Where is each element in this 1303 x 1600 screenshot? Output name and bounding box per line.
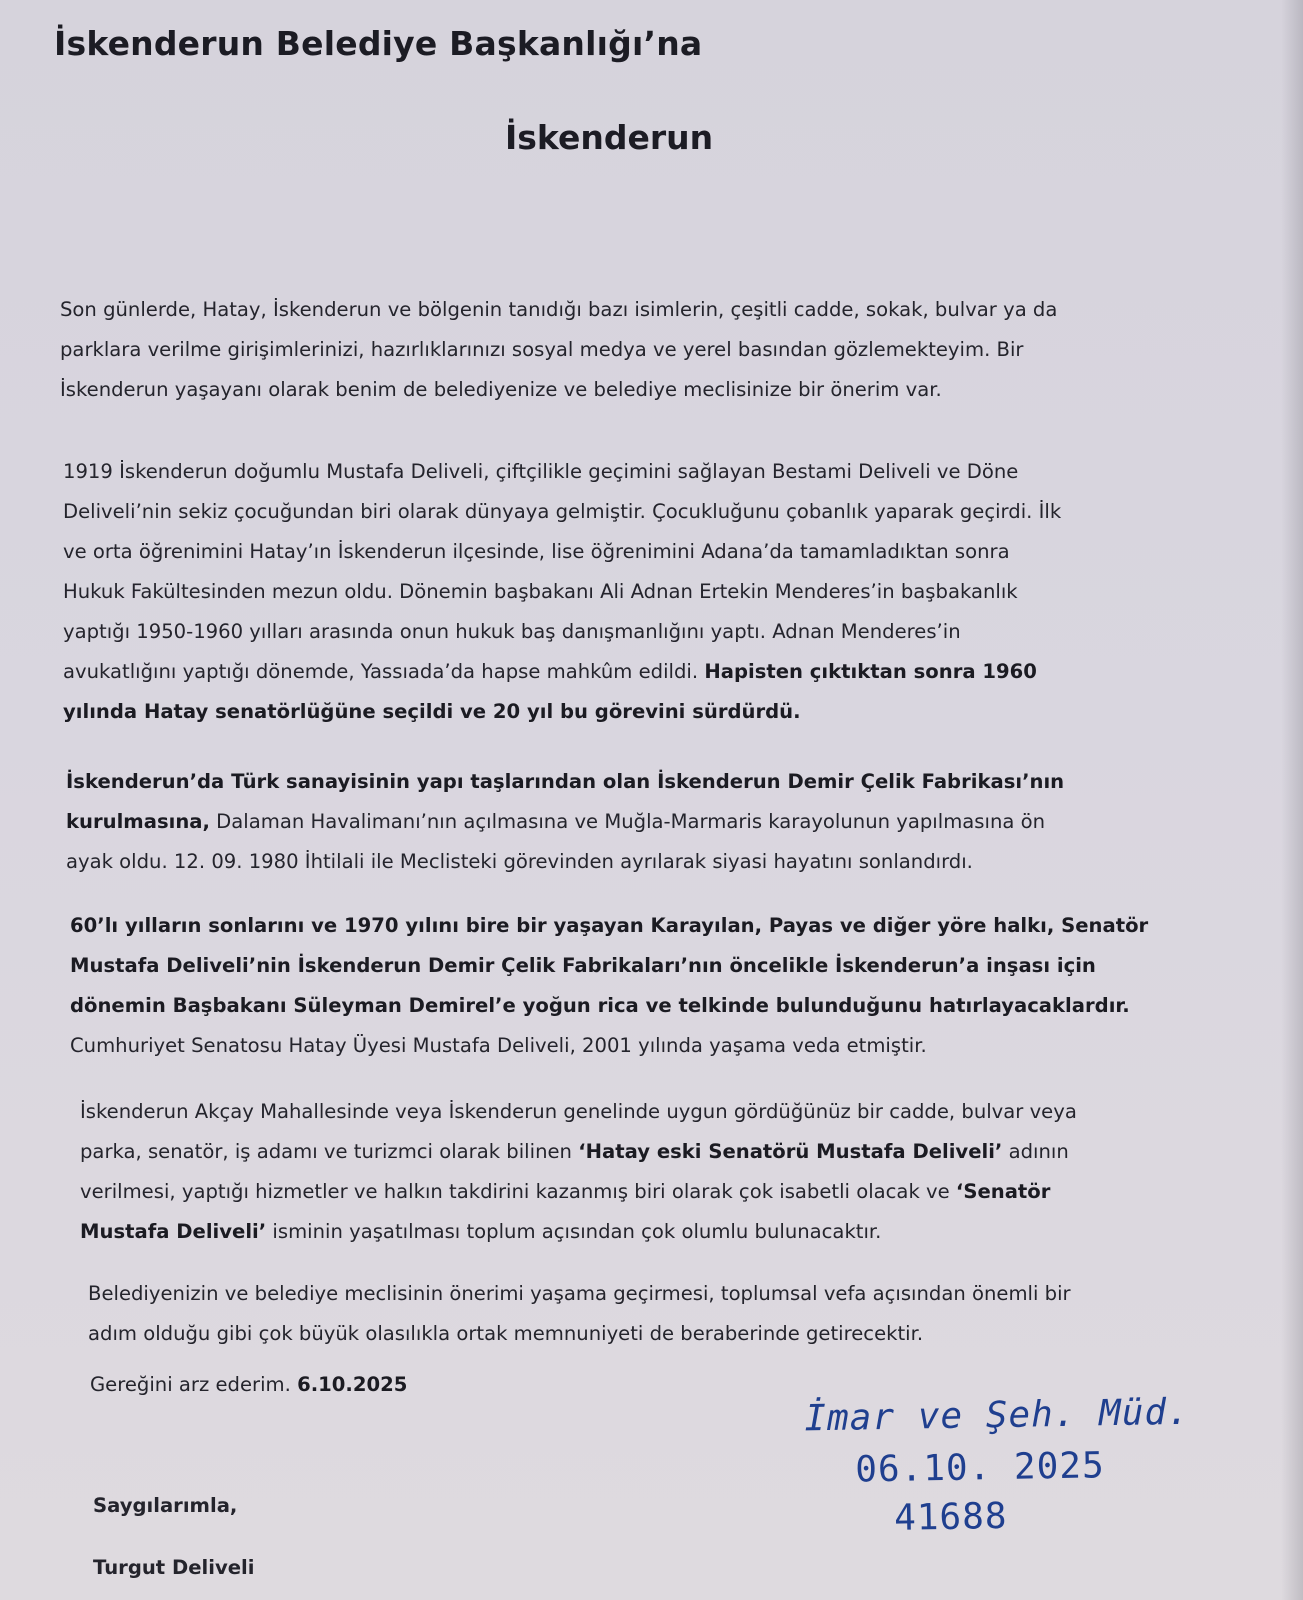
text-line: Cumhuriyet Senatosu Hatay Üyesi Mustafa Deliveli, 2001 yılında yaşama veda etmiştir. <box>70 1034 927 1057</box>
text-line: Deliveli’nin sekiz çocuğundan biri olarak dünyaya gelmiştir. Çocukluğunu çobanlık yaparak geçirdi. İlk <box>63 500 1062 523</box>
text-line: Belediyenizin ve belediye meclisinin önerimi yaşama geçirmesi, toplumsal vefa açısından önemli bir <box>88 1282 1071 1305</box>
handwritten-department: İmar ve Şeh. Müd. <box>804 1391 1191 1440</box>
text-line: parklara verilme girişimlerinizi, hazırlıklarınızı sosyal medya ve yerel basından gözlemekteyim. Bir <box>60 338 1024 361</box>
text-run: Dalaman Havalimanı’nın açılmasına ve Muğla-Marmaris karayolunun yapılmasına ön <box>209 810 1046 833</box>
text-line <box>63 652 1061 692</box>
paragraph-biography <box>63 452 1061 732</box>
bold-text-line: yılında Hatay senatörlüğüne seçildi ve 20 yıl bu görevini sürdürdü. <box>63 700 801 723</box>
text-line: 1919 İskenderun doğumlu Mustafa Deliveli, çiftçilikle geçimini sağlayan Bestami Deliveli ve Döne <box>63 460 1019 483</box>
paragraph-intro <box>60 290 1057 410</box>
paragraph-industry <box>66 762 1064 882</box>
text-line: Hukuk Fakültesinden mezun oldu. Dönemin başbakanı Ali Adnan Ertekin Menderes’in başbakanlık <box>63 580 1018 603</box>
text-line: yaptığı 1950-1960 yılları arasında onun hukuk baş danışmanlığını yaptı. Adnan Menderes’in <box>63 620 961 643</box>
handwritten-registry-note <box>800 1391 1200 1539</box>
text-run: parka, senatör, iş adamı ve turizmci olarak bilinen <box>80 1140 579 1163</box>
bold-text-run: kurulmasına, <box>66 810 210 833</box>
text-line: ve orta öğrenimini Hatay’ın İskenderun ilçesinde, lise öğrenimini Adana’da tamamladıktan sonra <box>63 540 1010 563</box>
regards-text: Saygılarımla, <box>93 1494 238 1517</box>
text-line: ayak oldu. 12. 09. 1980 İhtilali ile Meclisteki görevinden ayrılarak siyasi hayatını sonlandırdı. <box>66 850 973 873</box>
closing-date: 6.10.2025 <box>297 1373 408 1396</box>
page-edge-shadow <box>1281 0 1303 1600</box>
paragraph-proposal <box>80 1092 1077 1252</box>
bold-text-run: ‘Hatay eski Senatörü Mustafa Deliveli’ <box>578 1140 1003 1163</box>
text-line <box>66 802 1064 842</box>
addressee-heading: İskenderun Belediye Başkanlığı’na <box>54 24 703 63</box>
signer-name: Turgut Deliveli <box>93 1556 255 1579</box>
paragraph-conclusion <box>88 1274 1071 1354</box>
text-run: verilmesi, yaptığı hizmetler ve halkın takdirini kazanmış biri olarak çok isabetli olacak ve <box>80 1180 956 1203</box>
text-run: isminin yaşatılması toplum açısından çok olumlu bulunacaktır. <box>266 1220 882 1243</box>
text-run: adının <box>1002 1140 1069 1163</box>
text-line: adım olduğu gibi çok büyük olasılıkla ortak memnuniyeti de beraberinde getirecektir. <box>88 1322 924 1345</box>
handwritten-date: 06.10. 2025 <box>854 1445 1106 1491</box>
paragraph-memory <box>70 906 1148 1066</box>
text-line: Son günlerde, Hatay, İskenderun ve bölgenin tanıdığı bazı isimlerin, çeşitli cadde, sokak, bulvar ya da <box>60 298 1058 321</box>
bold-text-line: Mustafa Deliveli’nin İskenderun Demir Çelik Fabrikaları’nın öncelikle İskenderun’a inşası için <box>70 954 1096 977</box>
bold-text-line: İskenderun’da Türk sanayisinin yapı taşlarından olan İskenderun Demir Çelik Fabrikası’nın <box>66 770 1065 793</box>
city-heading: İskenderun <box>505 118 714 157</box>
text-run: avukatlığını yaptığı dönemde, Yassıada’da hapse mahkûm edildi. <box>63 660 699 683</box>
bold-text-run: Mustafa Deliveli’ <box>80 1220 267 1243</box>
closing-line <box>90 1373 407 1396</box>
text-line <box>80 1172 1077 1212</box>
bold-text-line: dönemin Başbakanı Süleyman Demirel’e yoğun rica ve telkinde bulunduğunu hatırlayacaklardır. <box>70 994 1130 1017</box>
bold-text-run: ‘Senatör <box>955 1180 1051 1203</box>
bold-text-line: 60’lı yılların sonlarını ve 1970 yılını bire bir yaşayan Karayılan, Payas ve diğer yöre halkı, Senatör <box>70 914 1149 937</box>
text-line <box>80 1212 1077 1252</box>
closing-text: Gereğini arz ederim. <box>90 1373 298 1396</box>
handwritten-registry-number: 41688 <box>893 1495 1008 1539</box>
text-line: İskenderun Akçay Mahallesinde veya İskenderun genelinde uygun gördüğünüz bir cadde, bulvar veya <box>80 1100 1077 1123</box>
text-line: İskenderun yaşayanı olarak benim de belediyenize ve belediye meclisinize bir önerim var. <box>60 378 942 401</box>
bold-text-run: Hapisten çıktıktan sonra 1960 <box>704 660 1037 683</box>
text-line <box>80 1132 1077 1172</box>
